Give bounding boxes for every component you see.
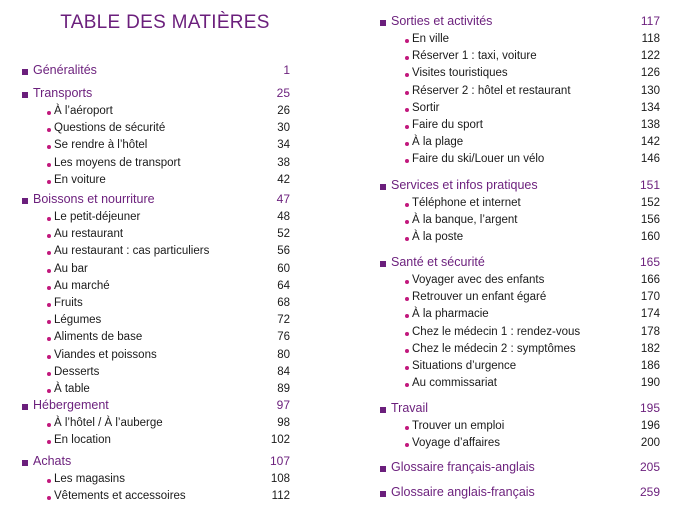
entry-title: Au restaurant : cas particuliers	[54, 245, 210, 258]
toc-entry[interactable]	[22, 331, 290, 348]
section-page-number: 107	[269, 454, 290, 468]
toc-entry[interactable]	[380, 308, 660, 325]
toc-section[interactable]	[22, 454, 290, 472]
square-bullet-icon	[380, 491, 386, 497]
toc-entry[interactable]	[380, 343, 660, 360]
toc-section[interactable]	[380, 485, 660, 503]
section-page-number: 205	[639, 460, 660, 474]
toc-entry[interactable]	[380, 67, 660, 84]
entry-title: À l’aéroport	[54, 105, 113, 117]
dot-bullet-icon	[405, 349, 409, 353]
entry-title: Faire du ski/Louer un vélo	[412, 153, 545, 166]
entry-page-number: 68	[277, 297, 290, 309]
entry-title: Le petit-déjeuner	[54, 211, 141, 223]
entry-title: Voyage d’affaires	[412, 437, 501, 450]
entry-title: Viandes et poissons	[54, 348, 157, 361]
toc-entry[interactable]	[380, 197, 660, 214]
toc-section[interactable]	[380, 401, 660, 419]
entry-page-number: 130	[640, 84, 660, 97]
dot-bullet-icon	[405, 125, 409, 129]
toc-entry[interactable]	[22, 490, 290, 507]
toc-entry[interactable]	[22, 473, 290, 490]
dot-bullet-icon	[405, 56, 409, 60]
section-title: Glossaire anglais-français	[391, 485, 535, 499]
section-title: Généralités	[33, 63, 97, 77]
entry-page-number: 146	[640, 153, 660, 166]
entry-title: En location	[54, 434, 111, 447]
page-title: TABLE DES MATIÈRES	[60, 12, 270, 33]
section-title: Transports	[33, 86, 93, 100]
dot-bullet-icon	[405, 220, 409, 224]
dot-bullet-icon	[405, 366, 409, 370]
toc-entry[interactable]	[22, 263, 290, 280]
toc-entry[interactable]	[380, 291, 660, 308]
entry-title: Retrouver un enfant égaré	[412, 291, 547, 304]
toc-entry[interactable]	[380, 420, 660, 437]
entry-title: Les moyens de transport	[54, 156, 181, 169]
dot-bullet-icon	[47, 286, 51, 290]
entry-title: À la poste	[412, 231, 464, 244]
entry-title: Réserver 1 : taxi, voiture	[412, 50, 537, 63]
entry-title: Situations d’urgence	[412, 360, 517, 372]
entry-title: Les magasins	[54, 473, 125, 485]
square-bullet-icon	[380, 261, 386, 267]
dot-bullet-icon	[47, 372, 51, 376]
entry-title: Aliments de base	[54, 331, 143, 344]
toc-section[interactable]	[22, 398, 290, 416]
toc-section[interactable]	[22, 192, 290, 210]
entry-page-number: 182	[640, 342, 660, 355]
section-page-number: 165	[639, 255, 660, 269]
entry-title: En voiture	[54, 173, 106, 186]
dot-bullet-icon	[405, 159, 409, 163]
toc-entry[interactable]	[380, 136, 660, 153]
entry-page-number: 80	[277, 348, 290, 361]
entry-page-number: 134	[640, 101, 660, 114]
entry-title: Trouver un emploi	[412, 420, 505, 432]
dot-bullet-icon	[405, 91, 409, 95]
section-title: Sorties et activités	[391, 14, 493, 28]
dot-bullet-icon	[47, 234, 51, 238]
section-page-number: 259	[639, 485, 660, 499]
entry-title: Vêtements et accessoires	[54, 490, 186, 503]
entry-title: À table	[54, 383, 90, 395]
entry-page-number: 152	[640, 197, 660, 209]
entry-page-number: 174	[640, 308, 660, 321]
entry-page-number: 76	[277, 331, 290, 344]
dot-bullet-icon	[47, 479, 51, 483]
entry-title: Réserver 2 : hôtel et restaurant	[412, 84, 571, 97]
entry-title: Au restaurant	[54, 228, 124, 241]
toc-entry[interactable]	[380, 326, 660, 343]
entry-page-number: 122	[640, 50, 660, 63]
entry-page-number: 142	[640, 136, 660, 149]
entry-title: Au marché	[54, 279, 110, 292]
toc-entry[interactable]	[22, 139, 290, 156]
dot-bullet-icon	[405, 108, 409, 112]
entry-title: À la plage	[412, 136, 464, 149]
dot-bullet-icon	[405, 332, 409, 336]
entry-title: Se rendre à l’hôtel	[54, 139, 148, 152]
section-title: Glossaire français-anglais	[391, 460, 535, 474]
section-page-number: 47	[276, 192, 290, 206]
toc-section[interactable]	[380, 255, 660, 273]
square-bullet-icon	[380, 20, 386, 26]
dot-bullet-icon	[47, 496, 51, 500]
section-page-number: 97	[276, 398, 290, 412]
section-page-number: 1	[283, 63, 290, 77]
toc-entry[interactable]	[22, 280, 290, 297]
toc-entry[interactable]	[22, 174, 290, 191]
toc-entry[interactable]	[380, 437, 660, 454]
entry-page-number: 89	[277, 383, 290, 395]
dot-bullet-icon	[47, 128, 51, 132]
entry-title: Desserts	[54, 365, 100, 378]
dot-bullet-icon	[47, 355, 51, 359]
entry-title: Voyager avec des enfants	[412, 274, 545, 286]
entry-page-number: 196	[640, 420, 660, 432]
toc-entry[interactable]	[22, 122, 290, 139]
toc-entry[interactable]	[380, 360, 660, 377]
section-page-number: 195	[639, 401, 660, 415]
entry-title: Faire du sport	[412, 119, 483, 131]
toc-entry[interactable]	[380, 50, 660, 67]
dot-bullet-icon	[405, 142, 409, 146]
entry-title: À la pharmacie	[412, 308, 489, 321]
entry-page-number: 56	[277, 245, 290, 258]
entry-title: Questions de sécurité	[54, 122, 166, 135]
entry-page-number: 72	[277, 314, 290, 327]
square-bullet-icon	[22, 404, 28, 410]
toc-entry[interactable]	[22, 349, 290, 366]
dot-bullet-icon	[47, 145, 51, 149]
entry-page-number: 48	[277, 211, 290, 223]
dot-bullet-icon	[47, 423, 51, 427]
dot-bullet-icon	[47, 269, 51, 273]
square-bullet-icon	[22, 460, 28, 466]
entry-page-number: 126	[640, 67, 660, 80]
section-title: Boissons et nourriture	[33, 192, 155, 206]
entry-title: Fruits	[54, 297, 83, 309]
toc-section[interactable]	[22, 86, 290, 104]
dot-bullet-icon	[405, 237, 409, 241]
toc-entry[interactable]	[380, 102, 660, 119]
section-title: Services et infos pratiques	[391, 178, 538, 192]
toc-entry[interactable]	[22, 314, 290, 331]
dot-bullet-icon	[405, 314, 409, 318]
entry-page-number: 138	[640, 119, 660, 131]
toc-section[interactable]	[380, 178, 660, 196]
toc-entry[interactable]	[380, 214, 660, 231]
toc-entry[interactable]	[380, 119, 660, 136]
toc-entry[interactable]	[22, 228, 290, 245]
square-bullet-icon	[22, 92, 28, 98]
entry-page-number: 102	[270, 434, 290, 447]
entry-title: Téléphone et internet	[412, 197, 521, 209]
dot-bullet-icon	[47, 217, 51, 221]
entry-page-number: 64	[277, 279, 290, 292]
entry-title: En ville	[412, 33, 450, 45]
dot-bullet-icon	[405, 73, 409, 77]
entry-page-number: 170	[640, 291, 660, 304]
entry-page-number: 108	[270, 473, 290, 485]
entry-page-number: 166	[640, 274, 660, 286]
dot-bullet-icon	[47, 180, 51, 184]
entry-title: Chez le médecin 2 : symptômes	[412, 342, 576, 355]
entry-page-number: 156	[640, 214, 660, 227]
section-title: Achats	[33, 454, 72, 468]
section-page-number: 25	[276, 86, 290, 100]
entry-title: Sortir	[412, 101, 440, 114]
entry-page-number: 118	[641, 33, 660, 45]
dot-bullet-icon	[405, 39, 409, 43]
toc-entry[interactable]	[380, 377, 660, 394]
square-bullet-icon	[22, 69, 28, 75]
entry-page-number: 34	[277, 139, 290, 152]
dot-bullet-icon	[47, 320, 51, 324]
dot-bullet-icon	[47, 303, 51, 307]
square-bullet-icon	[380, 407, 386, 413]
toc-entry[interactable]	[22, 417, 290, 434]
entry-title: À l’hôtel / À l’auberge	[54, 417, 163, 429]
entry-page-number: 160	[640, 231, 660, 244]
section-title: Hébergement	[33, 398, 109, 412]
entry-page-number: 84	[277, 365, 290, 378]
toc-entry[interactable]	[380, 85, 660, 102]
entry-title: Au commissariat	[412, 377, 497, 390]
entry-page-number: 186	[640, 360, 660, 372]
entry-title: À la banque, l’argent	[412, 214, 518, 227]
dot-bullet-icon	[47, 163, 51, 167]
dot-bullet-icon	[405, 203, 409, 207]
section-page-number: 151	[639, 178, 660, 192]
dot-bullet-icon	[405, 297, 409, 301]
dot-bullet-icon	[405, 426, 409, 430]
toc-section[interactable]	[380, 460, 660, 478]
entry-page-number: 52	[277, 228, 290, 241]
entry-title: Légumes	[54, 314, 102, 327]
toc-entry[interactable]	[22, 297, 290, 314]
dot-bullet-icon	[47, 111, 51, 115]
entry-page-number: 112	[271, 490, 290, 503]
toc-entry[interactable]	[380, 33, 660, 50]
entry-title: Chez le médecin 1 : rendez-vous	[412, 325, 581, 338]
dot-bullet-icon	[405, 280, 409, 284]
toc-section[interactable]	[380, 14, 660, 32]
entry-page-number: 26	[277, 105, 290, 117]
section-title: Travail	[391, 401, 429, 415]
entry-page-number: 178	[640, 325, 660, 338]
toc-entry[interactable]	[22, 211, 290, 228]
dot-bullet-icon	[47, 389, 51, 393]
toc-entry[interactable]	[380, 231, 660, 248]
toc-entry[interactable]	[22, 245, 290, 262]
entry-page-number: 190	[640, 377, 660, 390]
entry-title: Au bar	[54, 262, 88, 275]
square-bullet-icon	[380, 466, 386, 472]
toc-entry[interactable]	[380, 274, 660, 291]
entry-page-number: 200	[640, 437, 660, 450]
toc-entry[interactable]	[22, 157, 290, 174]
section-title: Santé et sécurité	[391, 255, 485, 269]
toc-entry[interactable]	[22, 434, 290, 451]
square-bullet-icon	[380, 184, 386, 190]
entry-page-number: 98	[277, 417, 290, 429]
entry-page-number: 60	[277, 262, 290, 275]
toc-entry[interactable]	[22, 366, 290, 383]
entry-title: Visites touristiques	[412, 67, 508, 80]
entry-page-number: 42	[277, 173, 290, 186]
entry-page-number: 30	[277, 122, 290, 135]
entry-page-number: 38	[277, 156, 290, 169]
dot-bullet-icon	[405, 383, 409, 387]
square-bullet-icon	[22, 198, 28, 204]
toc-entry[interactable]	[380, 153, 660, 170]
dot-bullet-icon	[47, 337, 51, 341]
toc-section[interactable]	[22, 63, 290, 81]
dot-bullet-icon	[405, 443, 409, 447]
toc-entry[interactable]	[22, 105, 290, 122]
dot-bullet-icon	[47, 251, 51, 255]
section-page-number: 117	[640, 14, 660, 28]
dot-bullet-icon	[47, 440, 51, 444]
